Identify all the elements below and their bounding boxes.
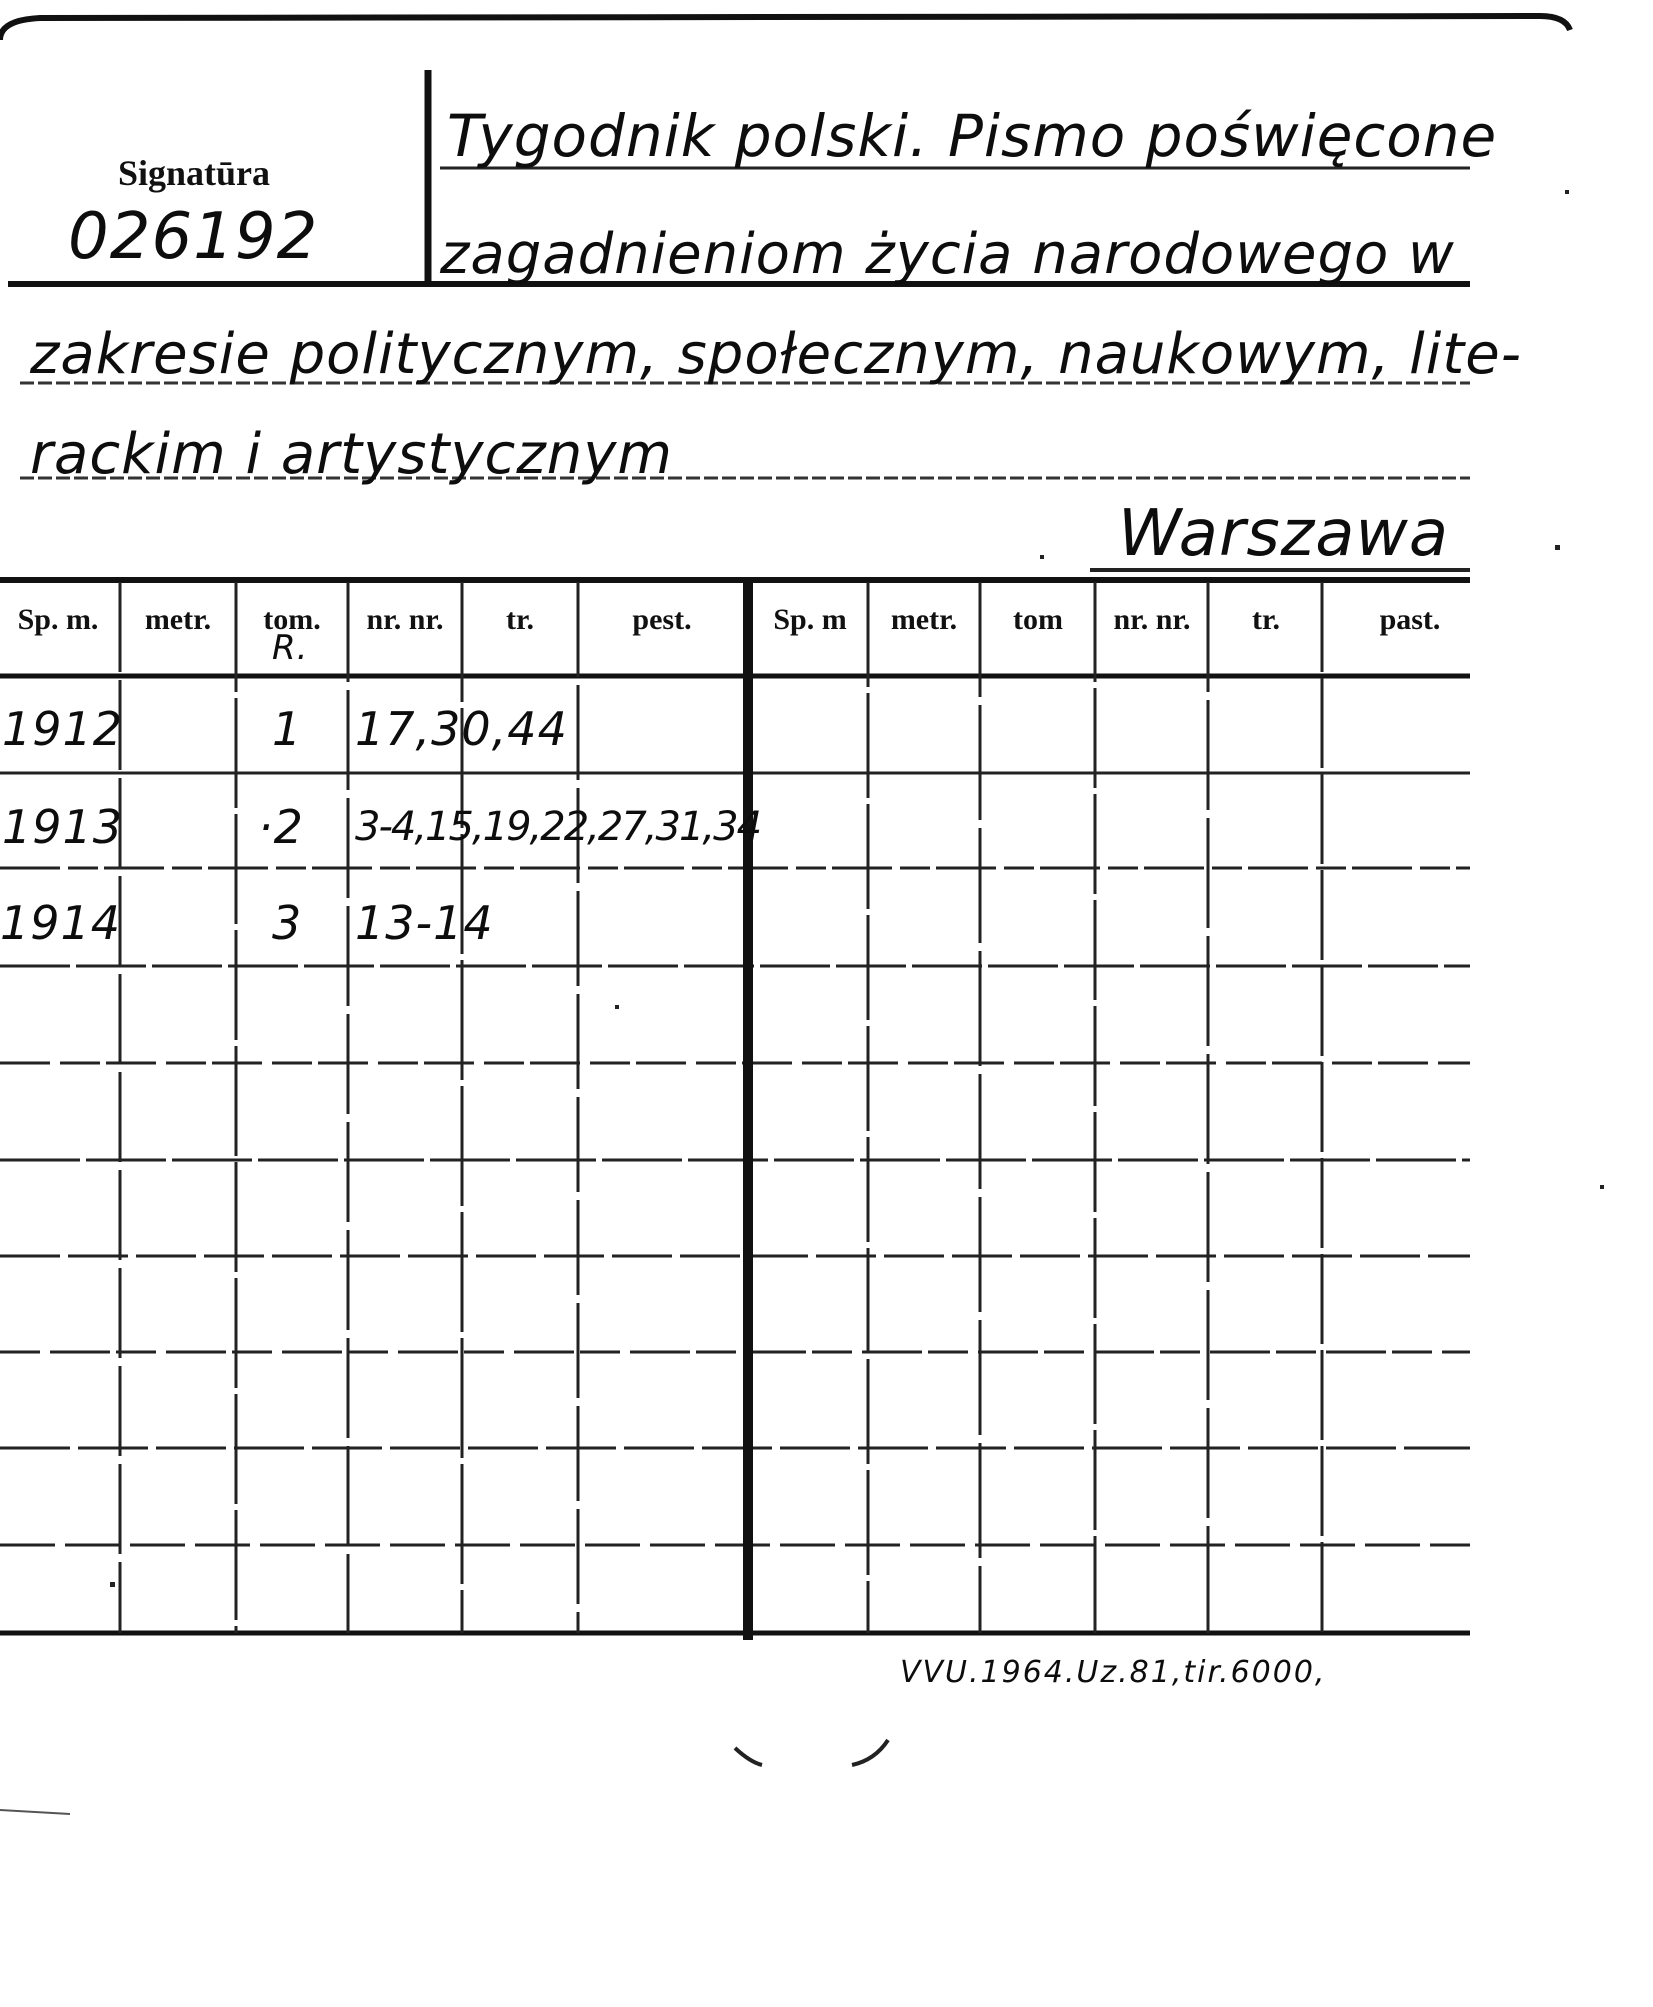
signature-label: Signatūra	[118, 153, 271, 193]
row-1-year: 1912	[2, 702, 124, 756]
header-tom-subscript: R.	[272, 628, 309, 668]
row-2-tom: ·2	[258, 800, 304, 854]
row-1-issues: 17,30,44	[355, 702, 568, 756]
row-3-tom: 3	[272, 896, 303, 950]
footer-print-note: VVU.1964.Uz.81,tir.6000,	[900, 1655, 1327, 1690]
row-rules	[0, 773, 1470, 1545]
row-1-tom: 1	[272, 702, 303, 756]
row-2-year: 1913	[2, 800, 124, 854]
speck	[110, 1582, 115, 1587]
row-3-issues: 13-14	[355, 896, 494, 950]
card-fold-mark	[735, 1748, 762, 1765]
title-line-1: Tygodnik polski. Pismo poświęcone	[447, 102, 1498, 170]
catalog-card: Signatūra 026192 Tygodnik polski. Pismo poświęcone zagadnieniom życia narodowego w zakresie politycznym, społecznym, naukowym, lite- rackim i artystycznym Warszawa Sp. m. metr. tom. R. nr. nr. tr. pest. Sp. m metr. tom nr. nr. tr. past. 1912 1 17,30,44 1913 ·2 3-4,15,19,22,27,31,34 1914 3 13-14 VVU.1964.Uz.81,tir.6000,	[0, 0, 1653, 2007]
speck	[1555, 545, 1560, 550]
title-line-2: zagadnieniom życia narodowego w	[440, 222, 1455, 287]
speck	[615, 1005, 619, 1009]
card-top-edge	[0, 16, 1570, 40]
title-line-3: zakresie politycznym, społecznym, naukowym, lite-	[30, 322, 1522, 387]
speck	[1565, 190, 1569, 194]
title-line-4: rackim i artystycznym	[30, 422, 673, 487]
row-3-year: 1914	[0, 896, 122, 950]
speck	[1040, 555, 1044, 559]
place-of-publication: Warszawa	[1118, 497, 1450, 571]
speck	[1600, 1185, 1604, 1189]
signature-number: 026192	[68, 200, 319, 274]
row-2-issues: 3-4,15,19,22,27,31,34	[355, 804, 761, 850]
